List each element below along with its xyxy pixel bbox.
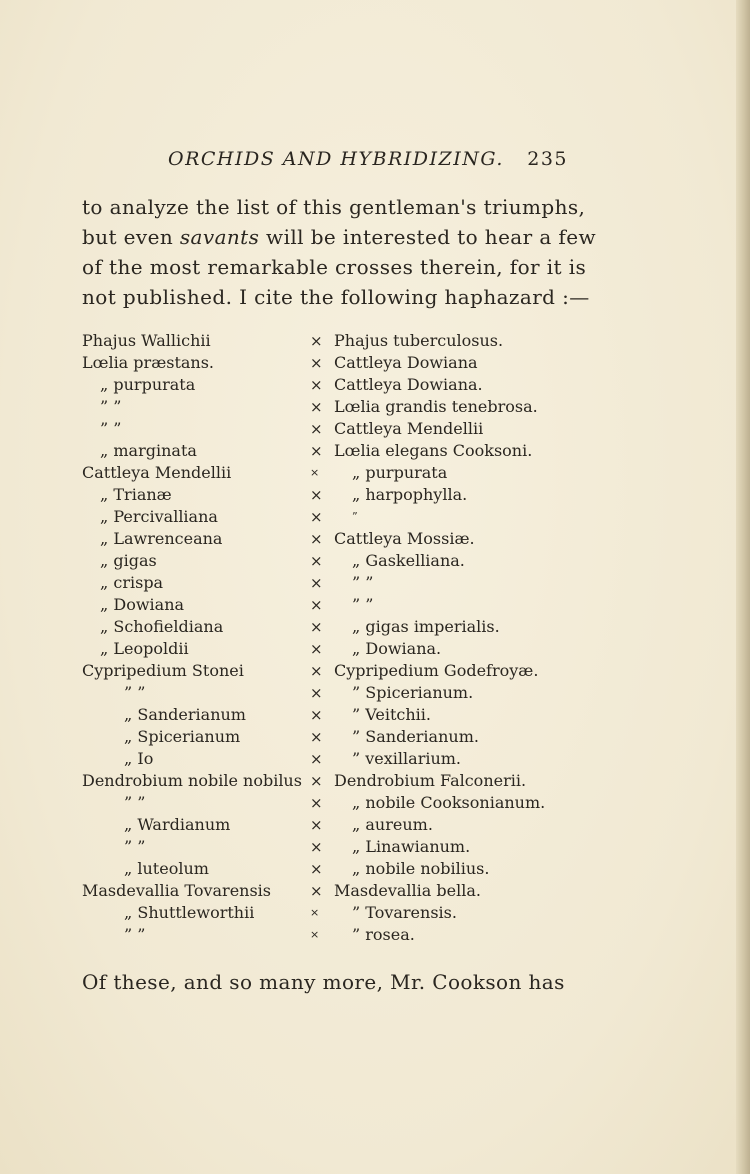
cross-row	[82, 792, 582, 814]
cross-parent-right: Lœlia elegans Cooksoni.	[334, 441, 533, 460]
cross-parent-right: Lœlia grandis tenebrosa.	[334, 397, 538, 416]
text-line: to analyze the list of this gentleman's triumphs,	[82, 195, 586, 219]
cross-symbol: ×	[310, 728, 323, 746]
text-line: Of these, and so many more, Mr. Cookson has	[82, 970, 565, 994]
cross-parent-right: ” ”	[352, 573, 374, 592]
cross-symbol: ×	[310, 750, 323, 768]
text-run: but even	[82, 225, 180, 249]
cross-parent-right: Masdevallia bella.	[334, 881, 481, 900]
cross-parent-right: ” rosea.	[352, 925, 415, 944]
cross-row	[82, 374, 582, 396]
cross-parent-right: Dendrobium Falconerii.	[334, 771, 527, 790]
cross-parent-left: „ luteolum	[124, 859, 209, 878]
cross-parent-left: ” ”	[100, 419, 122, 438]
running-title: ORCHIDS AND HYBRIDIZING.	[168, 148, 504, 170]
cross-row	[82, 506, 582, 528]
cross-symbol: ×	[310, 906, 320, 919]
cross-parent-left: „ Spicerianum	[124, 727, 241, 746]
cross-row	[82, 836, 582, 858]
cross-symbol: ×	[310, 706, 323, 724]
cross-row	[82, 858, 582, 880]
crosses-list	[82, 330, 582, 960]
cross-row	[82, 462, 582, 484]
cross-parent-right: „ nobile Cooksonianum.	[352, 793, 546, 812]
cross-symbol: ×	[310, 442, 323, 460]
cross-parent-left: ” ”	[124, 925, 146, 944]
cross-symbol: ×	[310, 928, 320, 941]
intro-paragraph	[82, 192, 596, 312]
text-run: will be interested to hear a few	[259, 225, 596, 249]
cross-parent-left: „ Wardianum	[124, 815, 231, 834]
cross-row	[82, 814, 582, 836]
cross-parent-left: Cypripedium Stonei	[82, 661, 244, 680]
cross-symbol: ×	[310, 816, 323, 834]
cross-parent-right: „ nobile nobilius.	[352, 859, 490, 878]
cross-row	[82, 330, 582, 352]
cross-parent-left: „ purpurata	[100, 375, 196, 394]
cross-parent-right: Cattleya Dowiana.	[334, 375, 483, 394]
cross-symbol: ×	[310, 684, 323, 702]
cross-symbol: ×	[310, 618, 323, 636]
cross-symbol: ×	[310, 376, 323, 394]
cross-parent-left: Masdevallia Tovarensis	[82, 881, 271, 900]
cross-parent-left: Cattleya Mendellii	[82, 463, 232, 482]
cross-parent-right: ” Spicerianum.	[352, 683, 474, 702]
cross-symbol: ×	[310, 332, 323, 350]
cross-parent-left: „ Lawrenceana	[100, 529, 223, 548]
cross-parent-left: „ Sanderianum	[124, 705, 246, 724]
page-spine-edge	[736, 0, 750, 1174]
cross-parent-right: Cattleya Mendellii	[334, 419, 484, 438]
cross-parent-left: ” ”	[124, 683, 146, 702]
cross-parent-left: ” ”	[100, 397, 122, 416]
cross-row	[82, 880, 582, 902]
cross-symbol: ×	[310, 398, 323, 416]
cross-parent-left: Lœlia præstans.	[82, 353, 215, 372]
cross-parent-right: „ purpurata	[352, 463, 448, 482]
cross-parent-left: Phajus Wallichii	[82, 331, 211, 350]
running-header	[168, 148, 568, 174]
cross-row	[82, 660, 582, 682]
cross-parent-left: ” ”	[124, 837, 146, 856]
cross-parent-left: „ Shuttleworthii	[124, 903, 255, 922]
text-line: not published. I cite the following haphazard :—	[82, 285, 590, 309]
cross-parent-right: „ Gaskelliana.	[352, 551, 465, 570]
cross-parent-right: „ aureum.	[352, 815, 433, 834]
cross-parent-right: ” Tovarensis.	[352, 903, 457, 922]
cross-parent-right: „ Linawianum.	[352, 837, 471, 856]
cross-parent-right: Phajus tuberculosus.	[334, 331, 504, 350]
cross-row	[82, 396, 582, 418]
cross-parent-right: Cattleya Mossiæ.	[334, 529, 475, 548]
cross-row	[82, 748, 582, 770]
cross-parent-right: ” Veitchii.	[352, 705, 431, 724]
cross-row	[82, 682, 582, 704]
cross-parent-left: Dendrobium nobile nobilus	[82, 771, 302, 790]
cross-row	[82, 550, 582, 572]
cross-parent-left: „ Leopoldii	[100, 639, 189, 658]
cross-row	[82, 594, 582, 616]
cross-symbol: ×	[310, 466, 320, 479]
cross-parent-left: „ crispa	[100, 573, 164, 592]
cross-row	[82, 616, 582, 638]
cross-parent-right: ” ”	[352, 595, 374, 614]
cross-symbol: ×	[310, 574, 323, 592]
cross-row	[82, 770, 582, 792]
cross-parent-left: „ Percivalliana	[100, 507, 218, 526]
cross-parent-left: „ Trianæ	[100, 485, 172, 504]
italic-word: savants	[179, 225, 260, 249]
cross-row	[82, 440, 582, 462]
cross-parent-right: Cypripedium Godefroyæ.	[334, 661, 539, 680]
cross-symbol: ×	[310, 552, 323, 570]
cross-row	[82, 352, 582, 374]
cross-row	[82, 902, 582, 924]
cross-row	[82, 572, 582, 594]
cross-parent-right: „ Dowiana.	[352, 639, 442, 658]
cross-symbol: ×	[310, 882, 323, 900]
cross-symbol: ×	[310, 420, 323, 438]
cross-symbol: ×	[310, 860, 323, 878]
cross-parent-left: „ Dowiana	[100, 595, 185, 614]
cross-parent-left: „ gigas	[100, 551, 157, 570]
cross-row	[82, 726, 582, 748]
page-number: 235	[527, 148, 568, 170]
cross-row	[82, 484, 582, 506]
cross-symbol: ×	[310, 530, 323, 548]
cross-symbol: ×	[310, 772, 323, 790]
cross-symbol: ×	[310, 596, 323, 614]
cross-row	[82, 924, 582, 946]
cross-symbol: ×	[310, 838, 323, 856]
cross-parent-left: ” ”	[124, 793, 146, 812]
text-line: of the most remarkable crosses therein, for it is	[82, 255, 587, 279]
cross-parent-right: Cattleya Dowiana	[334, 353, 478, 372]
closing-paragraph	[82, 967, 565, 997]
cross-row	[82, 704, 582, 726]
cross-parent-right: „ gigas imperialis.	[352, 617, 500, 636]
cross-row	[82, 418, 582, 440]
text-line	[82, 222, 596, 252]
cross-parent-right: ”	[352, 510, 361, 523]
cross-symbol: ×	[310, 640, 323, 658]
cross-parent-left: „ Io	[124, 749, 154, 768]
cross-symbol: ×	[310, 662, 323, 680]
cross-parent-left: „ Schofieldiana	[100, 617, 224, 636]
cross-parent-right: ” vexillarium.	[352, 749, 462, 768]
cross-parent-left: „ marginata	[100, 441, 197, 460]
cross-parent-right: „ harpophylla.	[352, 485, 468, 504]
cross-symbol: ×	[310, 486, 323, 504]
cross-row	[82, 528, 582, 550]
cross-symbol: ×	[310, 508, 323, 526]
cross-parent-right: ” Sanderianum.	[352, 727, 479, 746]
cross-row	[82, 638, 582, 660]
cross-symbol: ×	[310, 794, 323, 812]
cross-symbol: ×	[310, 354, 323, 372]
